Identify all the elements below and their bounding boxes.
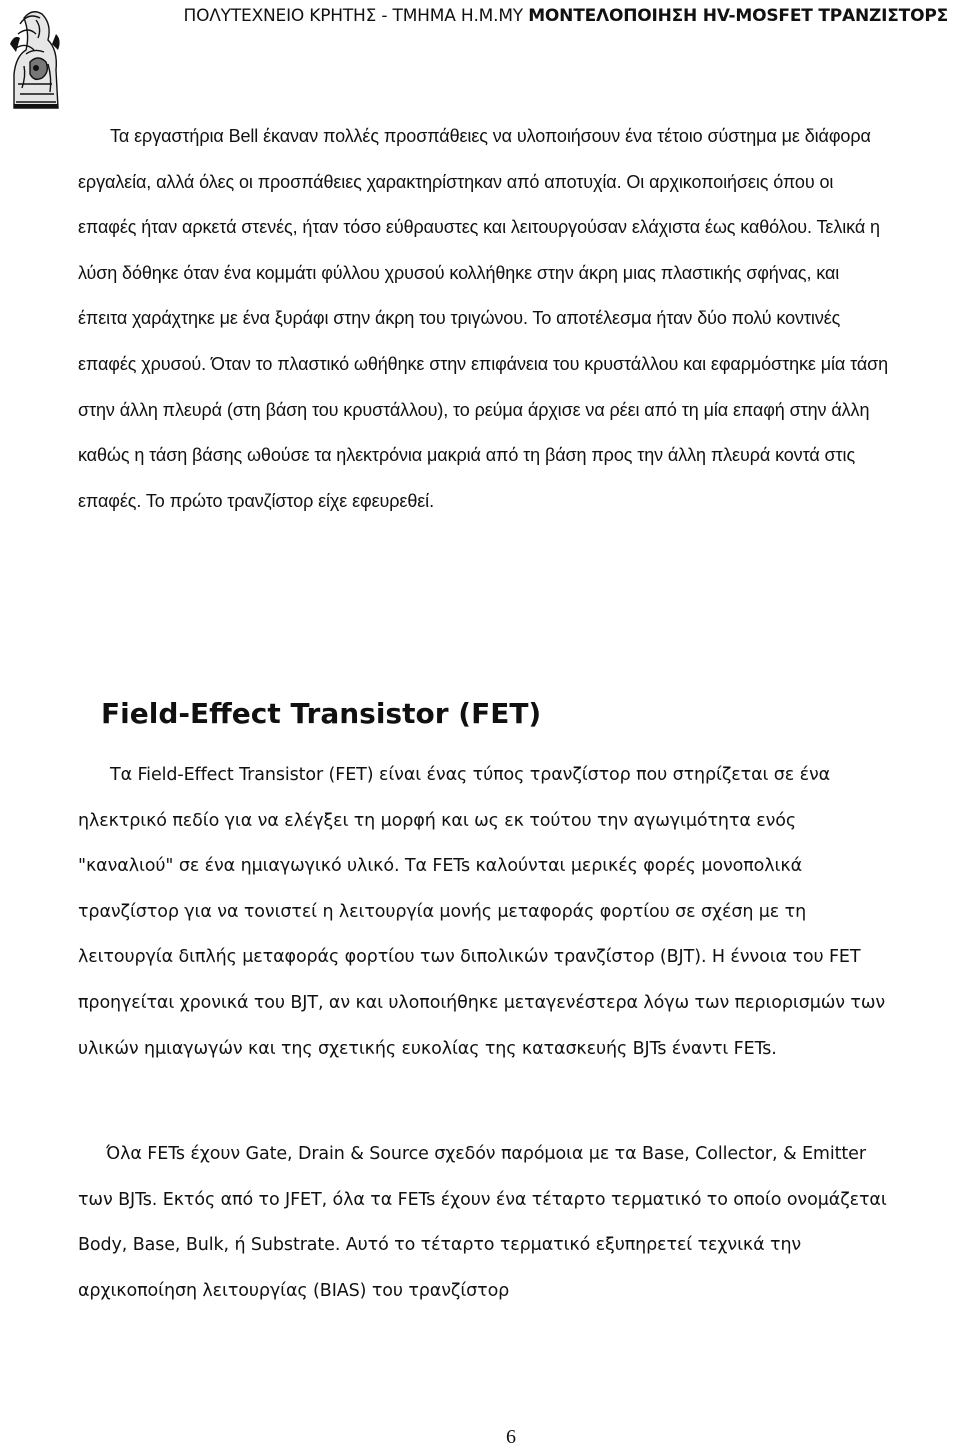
paragraph-fet-definition: Τα Field-Effect Transistor (FET) είναι ένας τύπος τρανζίστορ που στηρίζεται σε ένα ηλεκτρικό πεδίο για να ελέγξει τη μορφή και ως εκ τούτου την αγωγιμότητα ενός "καναλιού" σε ένα ημιαγωγικό υλικό. Τα FETs καλούνται μερικές φορές μονοπολικά τρανζίστορ για να τονιστεί η λειτουργία μονής μεταφοράς φορτίου σε σχέση με τη λειτουργία διπλής μεταφοράς φορτίου των διπολικών τρανζίστορ (BJT). Η έννοια του FET προηγείται χρονικά του BJT, αν και υλοποιήθηκε μεταγενέστερα λόγω των περιορισμών των υλικών ημιαγωγών και της σχετικής ευκολίας της κατασκευής BJTs έναντι FETs.: [78, 765, 886, 1059]
paragraph-fet-terminals: Όλα FETs έχουν Gate, Drain & Source σχεδόν παρόμοια με τα Base, Collector, & Emitter των BJTs. Εκτός από το JFET, όλα τα FETs έχουν ένα τέταρτο τερματικό το οποίο ονομάζεται Body, Base, Bulk, ή Substrate. Αυτό το τέταρτο τερματικό εξυπηρετεί τεχνικά την αρχικοποίηση λειτουργίας (BIAS) του τρανζίστορ: [78, 1144, 887, 1301]
header-department: ΠΟΛΥΤΕΧΝΕΙΟ ΚΡΗΤΗΣ - ΤΜΗΜΑ Η.Μ.ΜΥ: [183, 6, 523, 26]
university-logo-icon: [6, 4, 64, 110]
paragraph-bell-labs: Τα εργαστήρια Bell έκαναν πολλές προσπάθειες να υλοποιήσουν ένα τέτοιο σύστημα με διάφορα εργαλεία, αλλά όλες οι προσπάθειες χαρακτηρίστηκαν από αποτυχία. Οι αρχικοποιήσεις όπου οι επαφές ήταν αρκετά στενές, ήταν τόσο εύθραυστες και λειτουργούσαν ελάχιστα έως καθόλου. Τελικά η λύση δόθηκε όταν ένα κομμάτι φύλλου χρυσού κολλήθηκε στην άκρη μιας πλαστικής σφήνας, και έπειτα χαράχτηκε με ένα ξυράφι στην άκρη του τριγώνου. Το αποτέλεσμα ήταν δύο πολύ κοντινές επαφές χρυσού. Όταν το πλαστικό ωθήθηκε στην επιφάνεια του κρυστάλλου και εφαρμόστηκε μία τάση στην άλλη πλευρά (στη βάση του κρυστάλλου), το ρεύμα άρχισε να ρέει από τη μία επαφή στην άλλη καθώς η τάση βάσης ωθούσε τα ηλεκτρόνια μακριά από τη βάση προς την άλλη πλευρά κοντά στις επαφές. Το πρώτο τρανζίστορ είχε εφευρεθεί.: [78, 126, 889, 511]
section-heading: Field-Effect Transistor (FET): [101, 697, 542, 730]
header-title: ΜΟΝΤΕΛΟΠΟΙΗΣΗ HV-MOSFET ΤΡΑΝΖΙΣΤΟΡΣ: [528, 6, 948, 26]
page-number: 6: [506, 1426, 516, 1448]
header-text: [183, 6, 948, 26]
page-header: [0, 0, 960, 110]
